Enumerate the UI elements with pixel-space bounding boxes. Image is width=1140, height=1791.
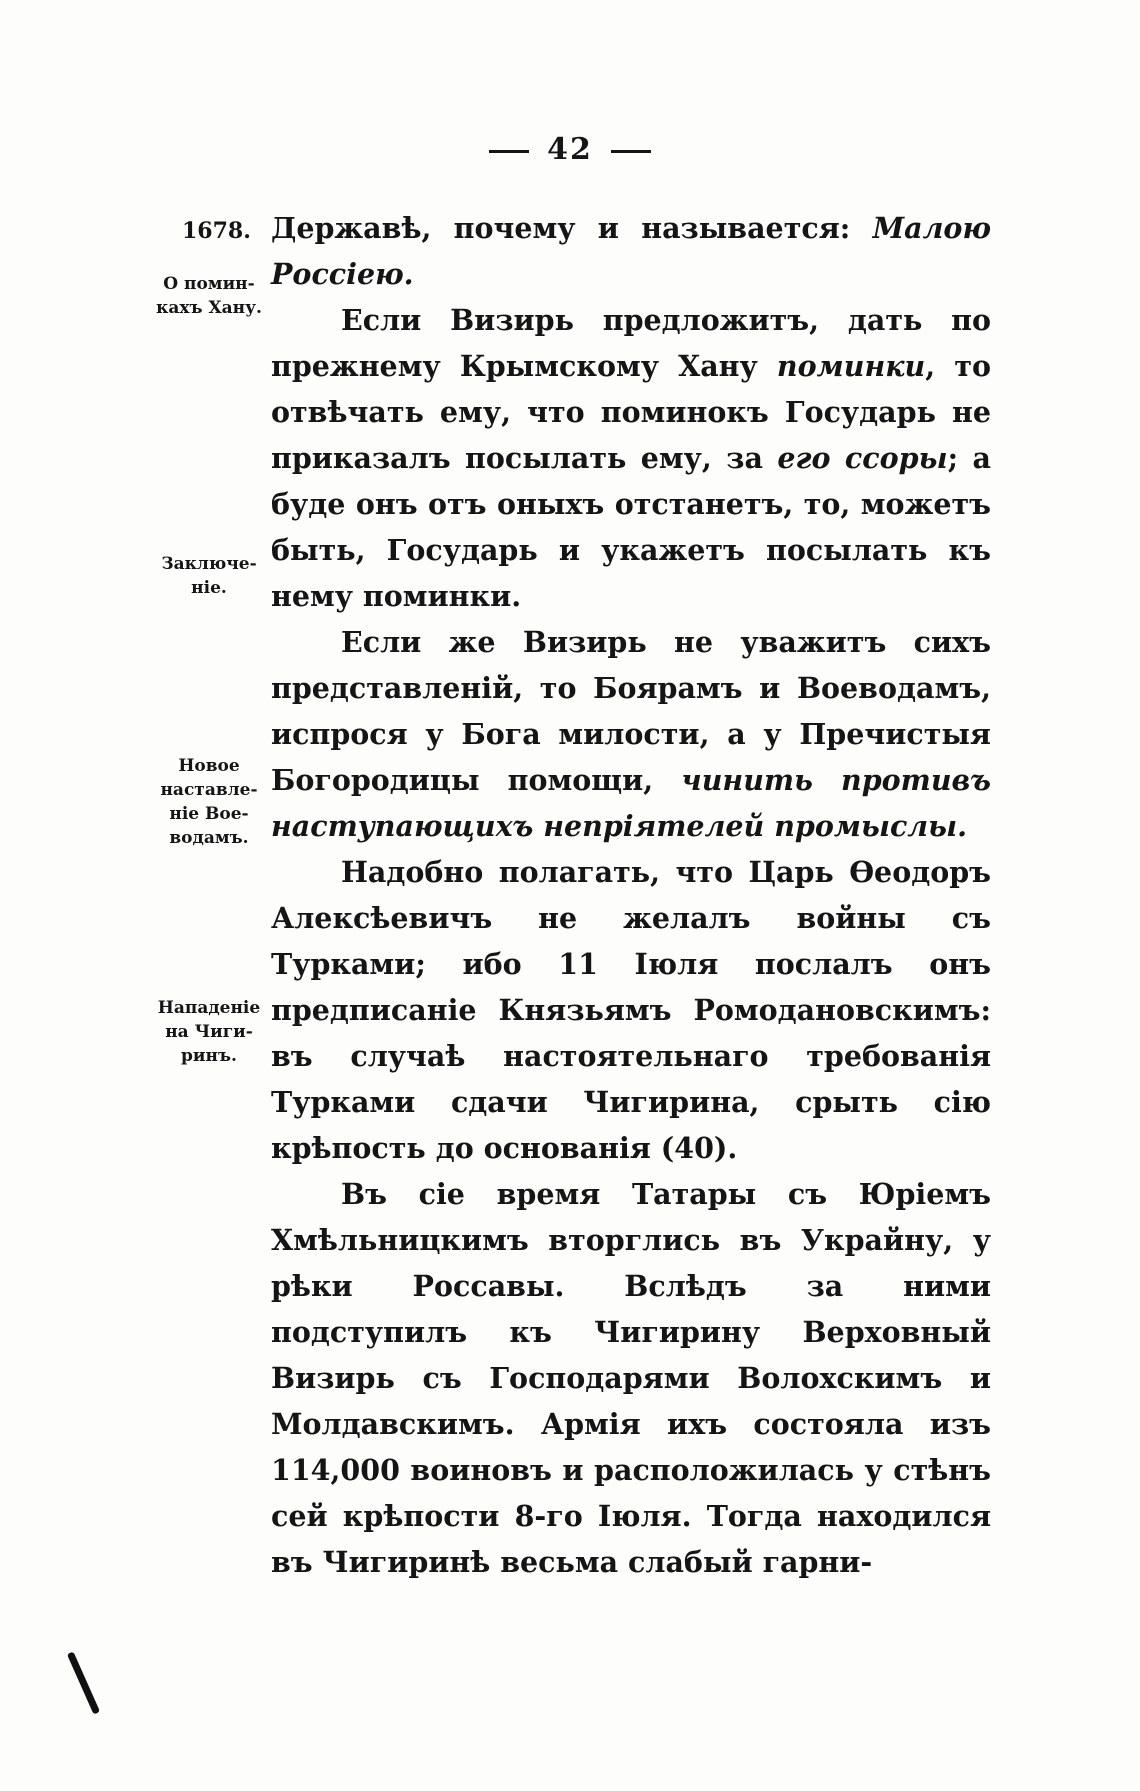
paragraph-1: [271, 205, 991, 297]
paragraph-2-text-b: , то отвѣчать ему, что поминокъ Государь не приказалъ посылать ему, за: [271, 349, 991, 475]
paragraph-2-text-c: ; а буде онъ отъ оныхъ отстанетъ, то, можетъ быть, Государь и укажетъ посылать къ нему поминки.: [271, 441, 992, 613]
paragraph-2-text-a: Если Визирь предложитъ, дать по прежнему Крымскому Хану: [271, 303, 991, 383]
paragraph-4-text: Надобно полагать, что Царь Ѳеодоръ Алексѣевичъ не желалъ войны съ Турками; ибо 11 Іюля послалъ онъ предписаніе Князьямъ Ромодановскимъ: въ случаѣ настоятельнаго требованія Турками сдачи Чигирина, срыть сію крѣпость до основанія (40).: [271, 855, 991, 1165]
page-number: 42: [547, 132, 593, 167]
paragraph-2-italic-a: поминки: [776, 349, 926, 383]
paragraph-4: [271, 849, 991, 1171]
margin-note-pominki: О помин-кахъ Хану.: [156, 274, 262, 318]
margin-year: 1678.: [182, 218, 251, 244]
paragraph-5: [271, 1171, 991, 1585]
right-dash: [611, 150, 651, 153]
ink-stroke-mark: [67, 1651, 100, 1714]
paragraph-3-italic: чинить противъ наступающихъ непріятелей промыслы.: [271, 763, 991, 843]
paragraph-2-italic-b: его ссоры: [777, 441, 948, 475]
margin-note-attack: Нападеніе на Чиги-ринъ.: [157, 998, 261, 1066]
left-dash: [489, 150, 529, 153]
paragraph-3-text: Если же Визирь не уважитъ сихъ представленій, то Боярамъ и Воеводамъ, испрося у Бога милости, а у Пречистыя Богородицы помощи,: [271, 625, 991, 797]
paragraph-1-text: Державѣ, почему и называется:: [271, 211, 873, 245]
margin-note-new-instruction: Новое наставле-ніе Вое-водамъ.: [160, 756, 258, 848]
margin-note-conclusion: Заключе-ніе.: [161, 554, 257, 598]
page-number-header: [0, 132, 1140, 167]
paragraph-5-text: Въ сіе время Татары съ Юріемъ Хмѣльницкимъ вторглись въ Украйну, у рѣки Россавы. Вслѣдъ за ними подступилъ къ Чигирину Верховный Визирь съ Господарями Волохскимъ и Молдавскимъ. Армія ихъ состояла изъ 114,000 воиновъ и расположилась у стѣнъ сей крѣпости 8-го Іюля. Тогда находился въ Чигиринѣ весьма слабый гарни-: [271, 1177, 991, 1579]
paragraph-3: [271, 619, 991, 849]
paragraph-2: [271, 297, 991, 619]
paragraph-1-italic: Малою Россіею.: [271, 211, 991, 291]
body-text: [271, 205, 991, 1585]
